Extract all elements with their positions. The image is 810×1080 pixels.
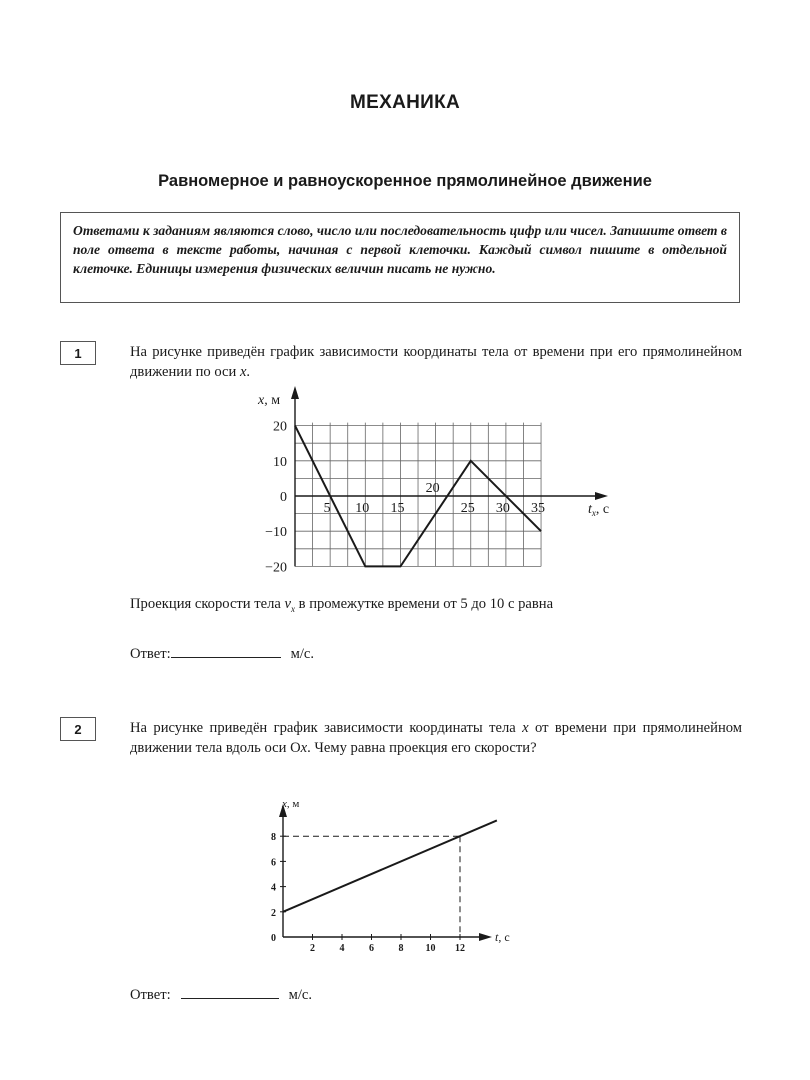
- task-1-answer-unit: м/с.: [290, 646, 315, 662]
- task-2-var-x: x: [522, 720, 529, 736]
- data-series-line: [283, 820, 497, 911]
- task-1-text-end: .: [246, 364, 251, 380]
- task-2-answer-label: Ответ:: [130, 987, 171, 1003]
- task-1-answer-label: Ответ:: [130, 646, 171, 662]
- x-tick-label: 35: [531, 501, 546, 516]
- task-2-answer: [130, 985, 312, 1004]
- x-tick-label: 10: [355, 501, 370, 516]
- y-tick-label: 20: [273, 419, 287, 435]
- x-tick-label: 15: [390, 501, 405, 516]
- y-tick-label: 4: [271, 882, 276, 894]
- y-tick-label: 10: [273, 454, 287, 470]
- y-tick-label: 6: [271, 857, 276, 869]
- x-tick-label: 25: [460, 501, 475, 516]
- x-tick-label: 2: [310, 943, 315, 954]
- y-tick-label: 2: [271, 907, 276, 919]
- task-1-question-sub: x: [291, 603, 296, 614]
- x-tick-label: 6: [369, 943, 374, 954]
- y-tick-label: 8: [271, 832, 276, 844]
- x-tick-label: 5: [323, 501, 331, 516]
- y-tick-label: −20: [265, 560, 287, 576]
- task-2-answer-unit: м/с.: [288, 987, 313, 1003]
- task-number-2: 2: [60, 717, 96, 741]
- task-1-var-x: x: [239, 364, 247, 380]
- x-tick-label: 20: [425, 481, 440, 496]
- instructions-box: Ответами к заданиям являются слово, число или последовательность цифр или чисел. Запишите ответ в поле ответа в тексте работы, начиная с первой клеточки. Каждый символ пишите в отдельной клеточке. Единицы измерения физических величин писать не нужно.: [60, 212, 740, 303]
- x-axis-arrow: [479, 933, 492, 941]
- y-tick-label: 0: [280, 490, 287, 505]
- x-axis-label: t, с: [495, 930, 510, 944]
- x-tick-label: 12: [455, 943, 465, 954]
- x-tick-label: 4: [339, 943, 345, 954]
- task-2-answer-field[interactable]: [181, 985, 279, 999]
- task-1-question-suffix: в промежутке времени от 5 до 10 с равна: [295, 596, 554, 612]
- y-axis-label: x, м: [282, 798, 300, 810]
- y-tick-label: −10: [265, 525, 287, 541]
- task-2-text-end: . Чему равна проекция его скорости?: [307, 740, 537, 756]
- task-1-text-part: На рисунке приведён график зависимости координаты тела от времени при его прямолинейном движении по оси: [130, 344, 742, 380]
- x-tick-label: 10: [425, 943, 436, 954]
- section-title: МЕХАНИКА: [350, 92, 460, 113]
- task-2-text-part: На рисунке приведён график зависимости координаты тела: [130, 720, 523, 736]
- task-1-question-var: v: [284, 596, 292, 612]
- subsection-title: Равномерное и равноускоренное прямолинейное движение: [158, 172, 652, 190]
- y-tick-label: 0: [271, 933, 276, 944]
- x-axis-label: $t_x$, с: [588, 502, 610, 518]
- task-2-var-x2: x: [300, 740, 308, 756]
- x-tick-label: 30: [495, 501, 510, 516]
- task-1-question-prefix: Проекция скорости тела: [130, 596, 285, 612]
- y-axis-label: x, м: [258, 393, 281, 408]
- x-tick-label: 8: [398, 943, 404, 954]
- task-number-1: 1: [60, 341, 96, 365]
- task-2-text-middle: от времени при прямолинейном движении тела вдоль оси О: [130, 720, 743, 756]
